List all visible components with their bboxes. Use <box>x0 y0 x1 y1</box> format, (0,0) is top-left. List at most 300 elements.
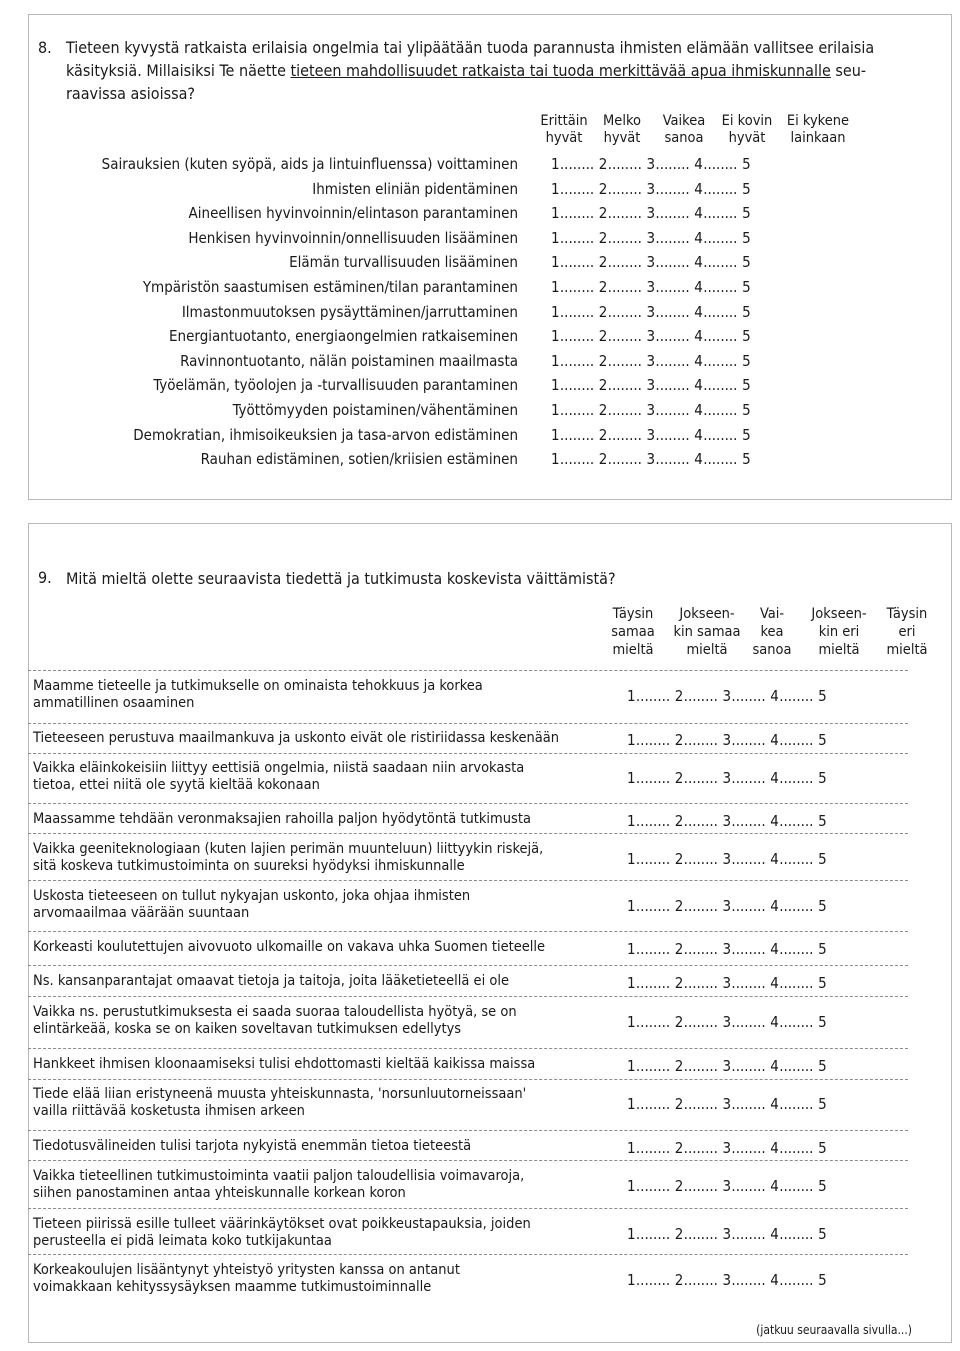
scale-dots: ........ <box>703 425 738 444</box>
scale-option-4[interactable]: 4 <box>694 228 704 247</box>
q9-statement: Hankkeet ihmisen kloonaamiseksi tulisi ehdottomasti kieltää kaikissa maissa <box>33 1056 536 1072</box>
scale-dots: ........ <box>683 1177 718 1195</box>
row-separator <box>28 1160 908 1161</box>
scale-dots: ........ <box>559 204 595 223</box>
scale-dots: ........ <box>635 1013 671 1031</box>
scale-option-2[interactable]: 2 <box>598 450 608 469</box>
scale-option-4[interactable]: 4 <box>694 450 704 469</box>
row-separator <box>28 965 908 966</box>
scale-option-2[interactable]: 2 <box>674 687 684 705</box>
q8-column-header-2: Melko hyvät <box>603 113 641 146</box>
scale-dots: ........ <box>635 1057 671 1075</box>
scale-dots: ........ <box>683 850 718 868</box>
q8-row-label: Työttömyyden poistaminen/vähentäminen <box>232 401 518 419</box>
scale-option-4[interactable]: 4 <box>770 1057 780 1075</box>
scale-option-2[interactable]: 2 <box>598 425 608 444</box>
scale-option-5[interactable]: 5 <box>742 401 751 419</box>
scale-option-5[interactable]: 5 <box>742 253 751 272</box>
scale-dots: ........ <box>559 302 595 321</box>
scale-dots: ........ <box>731 1177 766 1195</box>
scale-dots: ........ <box>559 278 595 296</box>
scale-option-1[interactable]: 1 <box>551 450 560 469</box>
scale-option-2[interactable]: 2 <box>674 1225 684 1243</box>
scale-dots: ........ <box>779 812 814 830</box>
scale-option-5[interactable]: 5 <box>818 1095 827 1113</box>
q9-statement: Ns. kansanparantajat omaavat tietoja ja taitoja, joita lääketieteellä ei ole <box>33 973 509 989</box>
scale-dots: ........ <box>559 327 595 346</box>
scale-dots: ........ <box>655 302 690 321</box>
scale-dots: ........ <box>655 327 690 346</box>
scale-option-1[interactable]: 1 <box>627 1095 636 1113</box>
scale-dots: ........ <box>779 769 814 787</box>
scale-option-2[interactable]: 2 <box>674 1013 684 1031</box>
row-separator <box>28 1208 908 1209</box>
scale-dots: ........ <box>607 327 642 346</box>
q9-statement: Korkeasti koulutettujen aivovuoto ulkomaille on vakava uhka Suomen tieteelle <box>33 939 546 955</box>
scale-dots: ........ <box>779 687 814 705</box>
scale-dots: ........ <box>683 974 718 992</box>
scale-option-1[interactable]: 1 <box>551 155 560 173</box>
scale-option-5[interactable]: 5 <box>742 179 751 198</box>
scale-dots: ........ <box>607 278 642 296</box>
scale-option-4[interactable]: 4 <box>694 401 704 419</box>
q8-row-label: Ympäristön saastumisen estäminen/tilan parantaminen <box>142 278 518 296</box>
q8-column-header-5: Ei kykene lainkaan <box>786 113 850 146</box>
scale-dots: ........ <box>655 155 690 173</box>
scale-option-4[interactable]: 4 <box>770 1139 780 1157</box>
scale-dots: ........ <box>703 376 738 395</box>
scale-option-2[interactable]: 2 <box>674 1271 684 1289</box>
scale-option-1[interactable]: 1 <box>627 850 636 868</box>
scale-dots: ........ <box>683 1225 718 1243</box>
q9-row-scale[interactable] <box>627 1177 827 1195</box>
scale-dots: ........ <box>683 769 718 787</box>
q9-row-scale[interactable] <box>627 812 827 830</box>
scale-dots: ........ <box>635 1139 671 1157</box>
scale-dots: ........ <box>607 228 642 247</box>
scale-option-5[interactable]: 5 <box>818 850 827 868</box>
scale-dots: ........ <box>683 812 718 830</box>
q9-row-scale[interactable] <box>627 897 827 915</box>
scale-dots: ........ <box>779 1013 814 1031</box>
scale-option-1[interactable]: 1 <box>627 1013 636 1031</box>
q8-row-scale[interactable] <box>551 303 751 321</box>
scale-option-5[interactable]: 5 <box>818 1013 827 1031</box>
scale-option-3[interactable]: 3 <box>646 228 656 247</box>
scale-option-3[interactable]: 3 <box>722 897 732 915</box>
q8-row-label: Työelämän, työolojen ja -turvallisuuden parantaminen <box>153 376 518 395</box>
scale-dots: ........ <box>683 897 718 915</box>
q9-statement: Maamme tieteelle ja tutkimukselle on ominaista tehokkuus ja korkea ammatillinen osaaminen <box>33 678 483 711</box>
scale-option-3[interactable]: 3 <box>646 302 656 321</box>
scale-option-5[interactable]: 5 <box>818 940 827 958</box>
scale-option-5[interactable]: 5 <box>742 302 751 321</box>
scale-dots: ........ <box>607 401 642 419</box>
q8-row-label: Ihmisten eliniän pidentäminen <box>312 179 518 198</box>
scale-option-1[interactable]: 1 <box>551 401 560 419</box>
scale-dots: ........ <box>683 1139 718 1157</box>
scale-dots: ........ <box>731 812 766 830</box>
scale-dots: ........ <box>703 327 738 346</box>
scale-dots: ........ <box>607 425 642 444</box>
scale-option-2[interactable]: 2 <box>674 850 684 868</box>
scale-option-5[interactable]: 5 <box>818 1057 827 1075</box>
scale-dots: ........ <box>779 1225 814 1243</box>
scale-option-4[interactable]: 4 <box>694 351 704 370</box>
row-separator <box>28 1130 908 1131</box>
row-separator <box>28 1254 908 1255</box>
row-separator <box>28 670 908 671</box>
q9-column-header-1: Täysin samaa mieltä <box>611 606 655 658</box>
scale-dots: ........ <box>731 731 766 749</box>
q9-row-scale[interactable] <box>627 940 827 958</box>
q8-row-scale[interactable] <box>551 204 751 222</box>
scale-option-3[interactable]: 3 <box>722 687 732 705</box>
scale-option-1[interactable]: 1 <box>551 253 560 272</box>
scale-dots: ........ <box>559 425 595 444</box>
scale-option-5[interactable]: 5 <box>818 812 827 830</box>
q8-row-scale[interactable] <box>551 155 751 173</box>
scale-dots: ........ <box>683 731 718 749</box>
q9-column-header-2: Jokseen- kin samaa mieltä <box>673 606 741 658</box>
scale-option-2[interactable]: 2 <box>598 376 608 395</box>
scale-option-3[interactable]: 3 <box>646 253 656 272</box>
scale-option-2[interactable]: 2 <box>598 179 608 198</box>
scale-dots: ........ <box>683 687 718 705</box>
scale-option-1[interactable]: 1 <box>627 769 636 787</box>
scale-dots: ........ <box>731 850 766 868</box>
scale-option-1[interactable]: 1 <box>627 940 636 958</box>
scale-option-1[interactable]: 1 <box>627 731 636 749</box>
q9-statement: Tiedotusvälineiden tulisi tarjota nykyistä enemmän tietoa tieteestä <box>33 1138 472 1154</box>
scale-option-2[interactable]: 2 <box>674 769 684 787</box>
scale-option-1[interactable]: 1 <box>627 897 636 915</box>
scale-option-3[interactable]: 3 <box>646 450 656 469</box>
scale-dots: ........ <box>655 376 690 395</box>
scale-option-4[interactable]: 4 <box>770 1013 780 1031</box>
q9-statement: Vaikka tieteellinen tutkimustoiminta vaatii paljon taloudellisia voimavaroja, siihen panostaminen antaa yhteiskunnalle korkean koron <box>33 1168 525 1201</box>
q9-statement: Maassamme tehdään veronmaksajien rahoilla paljon hyödytöntä tutkimusta <box>33 811 531 827</box>
scale-option-4[interactable]: 4 <box>770 1225 780 1243</box>
scale-option-2[interactable]: 2 <box>674 1057 684 1075</box>
scale-option-3[interactable]: 3 <box>722 1013 732 1031</box>
scale-option-5[interactable]: 5 <box>818 1225 827 1243</box>
scale-option-4[interactable]: 4 <box>694 179 704 198</box>
scale-option-1[interactable]: 1 <box>551 302 560 321</box>
q9-row-scale[interactable] <box>627 1057 827 1075</box>
scale-dots: ........ <box>607 376 642 395</box>
q8-row-scale[interactable] <box>551 229 751 247</box>
scale-dots: ........ <box>683 1271 718 1289</box>
scale-dots: ........ <box>655 401 690 419</box>
scale-option-5[interactable]: 5 <box>742 278 751 296</box>
scale-option-2[interactable]: 2 <box>598 351 608 370</box>
q8-row-label: Energiantuotanto, energiaongelmien ratkaiseminen <box>169 327 518 346</box>
scale-option-1[interactable]: 1 <box>627 1225 636 1243</box>
q8-row-label: Henkisen hyvinvoinnin/onnellisuuden lisääminen <box>188 228 518 247</box>
q8-row-label: Rauhan edistäminen, sotien/kriisien estäminen <box>200 450 518 469</box>
scale-option-3[interactable]: 3 <box>722 1225 732 1243</box>
scale-dots: ........ <box>607 204 642 223</box>
q8-row-scale[interactable] <box>551 278 751 296</box>
q9-row-scale[interactable] <box>627 687 827 705</box>
q8-row-scale[interactable] <box>551 450 751 468</box>
q9-row-scale[interactable] <box>627 1095 827 1113</box>
scale-option-4[interactable]: 4 <box>770 850 780 868</box>
scale-option-3[interactable]: 3 <box>722 1095 732 1113</box>
scale-dots: ........ <box>635 1271 671 1289</box>
scale-option-3[interactable]: 3 <box>646 155 656 173</box>
scale-option-1[interactable]: 1 <box>627 687 636 705</box>
q8-row-scale[interactable] <box>551 180 751 198</box>
q8-row-scale[interactable] <box>551 376 751 394</box>
q9-column-header-5: Täysin eri mieltä <box>886 606 928 658</box>
scale-option-2[interactable]: 2 <box>674 1139 684 1157</box>
scale-option-5[interactable]: 5 <box>818 1271 827 1289</box>
scale-option-5[interactable]: 5 <box>742 155 751 173</box>
scale-option-4[interactable]: 4 <box>770 731 780 749</box>
scale-dots: ........ <box>731 769 766 787</box>
scale-dots: ........ <box>731 974 766 992</box>
q9-row-scale[interactable] <box>627 731 827 749</box>
scale-option-4[interactable]: 4 <box>694 253 704 272</box>
scale-dots: ........ <box>779 1177 814 1195</box>
scale-option-1[interactable]: 1 <box>627 1177 636 1195</box>
scale-option-5[interactable]: 5 <box>742 425 751 444</box>
scale-dots: ........ <box>703 155 738 173</box>
q9-statement: Tiede elää liian eristyneenä muusta yhteiskunnasta, 'norsunluutorneissaan' vailla riittävää kosketusta ihmisen arkeen <box>33 1086 527 1119</box>
scale-option-1[interactable]: 1 <box>551 351 560 370</box>
q9-row-scale[interactable] <box>627 850 827 868</box>
scale-dots: ........ <box>635 850 671 868</box>
q8-row-scale[interactable] <box>551 352 751 370</box>
scale-dots: ........ <box>655 228 690 247</box>
scale-option-1[interactable]: 1 <box>551 327 560 346</box>
q9-row-scale[interactable] <box>627 1139 827 1157</box>
scale-option-3[interactable]: 3 <box>646 278 656 296</box>
scale-option-1[interactable]: 1 <box>551 228 560 247</box>
scale-option-5[interactable]: 5 <box>818 897 827 915</box>
q9-statement: Korkeakoulujen lisääntynyt yhteistyö yritysten kanssa on antanut voimakkaan kehityssysäyksen maamme tutkimustoiminnalle <box>33 1262 460 1295</box>
scale-option-5[interactable]: 5 <box>742 376 751 395</box>
scale-option-1[interactable]: 1 <box>627 1139 636 1157</box>
q8-row-label: Ravinnontuotanto, nälän poistaminen maailmasta <box>180 351 518 370</box>
scale-option-4[interactable]: 4 <box>694 278 704 296</box>
scale-option-2[interactable]: 2 <box>674 974 684 992</box>
q9-statement: Tieteeseen perustuva maailmankuva ja uskonto eivät ole ristiriidassa keskenään <box>33 730 560 746</box>
q9-statement: Tieteen piirissä esille tulleet väärinkäytökset ovat poikkeustapauksia, joiden perusteella ei pidä leimata koko tutkijakuntaa <box>33 1216 531 1249</box>
scale-option-3[interactable]: 3 <box>722 731 732 749</box>
q8-row-label: Ilmastonmuutoksen pysäyttäminen/jarruttaminen <box>181 302 518 321</box>
q8-column-header-3: Vaikea sanoa <box>662 113 706 146</box>
scale-option-1[interactable]: 1 <box>551 376 560 395</box>
row-separator <box>28 880 908 881</box>
q9-row-scale[interactable] <box>627 1225 827 1243</box>
scale-dots: ........ <box>779 1095 814 1113</box>
q9-row-scale[interactable] <box>627 769 827 787</box>
scale-option-2[interactable]: 2 <box>598 302 608 321</box>
scale-dots: ........ <box>607 179 642 198</box>
scale-option-1[interactable]: 1 <box>627 974 636 992</box>
scale-option-2[interactable]: 2 <box>674 897 684 915</box>
scale-option-3[interactable]: 3 <box>646 327 656 346</box>
scale-option-5[interactable]: 5 <box>818 731 827 749</box>
scale-dots: ........ <box>559 376 595 395</box>
q9-row-scale[interactable] <box>627 974 827 992</box>
scale-option-2[interactable]: 2 <box>598 401 608 419</box>
scale-dots: ........ <box>731 1095 766 1113</box>
question-8-number: 8. <box>38 38 52 57</box>
scale-option-1[interactable]: 1 <box>551 278 560 296</box>
scale-option-1[interactable]: 1 <box>627 812 636 830</box>
scale-dots: ........ <box>635 1095 671 1113</box>
scale-dots: ........ <box>635 812 671 830</box>
scale-option-1[interactable]: 1 <box>551 179 560 198</box>
scale-option-1[interactable]: 1 <box>627 1057 636 1075</box>
scale-option-2[interactable]: 2 <box>674 1095 684 1113</box>
scale-option-3[interactable]: 3 <box>722 1271 732 1289</box>
scale-option-4[interactable]: 4 <box>770 897 780 915</box>
scale-dots: ........ <box>731 1013 766 1031</box>
scale-dots: ........ <box>559 228 595 247</box>
scale-option-3[interactable]: 3 <box>646 376 656 395</box>
scale-option-5[interactable]: 5 <box>742 228 751 247</box>
row-separator <box>28 996 908 997</box>
scale-option-2[interactable]: 2 <box>674 1177 684 1195</box>
scale-dots: ........ <box>607 155 642 173</box>
scale-dots: ........ <box>731 1057 766 1075</box>
scale-option-3[interactable]: 3 <box>722 1177 732 1195</box>
scale-option-5[interactable]: 5 <box>742 351 751 370</box>
scale-dots: ........ <box>655 450 690 469</box>
scale-dots: ........ <box>655 278 690 296</box>
q9-statement: Vaikka ns. perustutkimuksesta ei saada suoraa taloudellista hyötyä, se on elintärkeää, koska se on kaiken soveltavan tutkimuksen edellytys <box>33 1004 517 1037</box>
scale-option-4[interactable]: 4 <box>770 769 780 787</box>
scale-dots: ........ <box>635 897 671 915</box>
scale-option-4[interactable]: 4 <box>770 974 780 992</box>
scale-option-1[interactable]: 1 <box>551 425 560 444</box>
scale-option-4[interactable]: 4 <box>694 155 704 173</box>
scale-option-2[interactable]: 2 <box>674 731 684 749</box>
row-separator <box>28 753 908 754</box>
scale-dots: ........ <box>779 1057 814 1075</box>
scale-option-2[interactable]: 2 <box>674 812 684 830</box>
scale-dots: ........ <box>635 1177 671 1195</box>
q9-statement: Vaikka eläinkokeisiin liittyy eettisiä ongelmia, niistä saadaan niin arvokasta tietoa, ettei niitä ole syytä kieltää kokonaan <box>33 760 525 793</box>
scale-dots: ........ <box>731 897 766 915</box>
scale-option-4[interactable]: 4 <box>770 1095 780 1113</box>
scale-dots: ........ <box>779 850 814 868</box>
scale-dots: ........ <box>731 1139 766 1157</box>
q9-row-scale[interactable] <box>627 1271 827 1289</box>
q8-row-label: Sairauksien (kuten syöpä, aids ja lintuinfluenssa) voittaminen <box>101 155 518 173</box>
scale-dots: ........ <box>559 179 595 198</box>
q8-row-scale[interactable] <box>551 253 751 271</box>
scale-option-4[interactable]: 4 <box>694 302 704 321</box>
scale-option-3[interactable]: 3 <box>646 401 656 419</box>
scale-option-3[interactable]: 3 <box>722 1139 732 1157</box>
scale-option-2[interactable]: 2 <box>598 155 608 173</box>
scale-dots: ........ <box>683 940 718 958</box>
scale-option-4[interactable]: 4 <box>694 376 704 395</box>
scale-option-2[interactable]: 2 <box>674 940 684 958</box>
scale-option-4[interactable]: 4 <box>694 425 704 444</box>
scale-option-3[interactable]: 3 <box>722 850 732 868</box>
q8-row-scale[interactable] <box>551 401 751 419</box>
scale-dots: ........ <box>703 302 738 321</box>
scale-dots: ........ <box>683 1057 718 1075</box>
scale-option-4[interactable]: 4 <box>770 812 780 830</box>
q8-column-header-4: Ei kovin hyvät <box>721 113 773 146</box>
scale-option-2[interactable]: 2 <box>598 278 608 296</box>
scale-option-4[interactable]: 4 <box>694 327 704 346</box>
question-8-text: Tieteen kyvystä ratkaista erilaisia ongelmia tai ylipäätään tuoda parannusta ihmisten elämään vallitsee erilaisia käsityksiä. Millaisiksi Te näette tieteen mahdollisuudet ratkaista tai tuoda merkittävää apua ihmiskunnalle seu- raavissa asioissa? <box>66 38 875 103</box>
scale-option-3[interactable]: 3 <box>722 812 732 830</box>
scale-option-2[interactable]: 2 <box>598 327 608 346</box>
scale-option-4[interactable]: 4 <box>694 204 704 223</box>
q8-row-scale[interactable] <box>551 426 751 444</box>
scale-dots: ........ <box>655 425 690 444</box>
scale-option-5[interactable]: 5 <box>818 1139 827 1157</box>
scale-option-4[interactable]: 4 <box>770 687 780 705</box>
scale-option-1[interactable]: 1 <box>627 1271 636 1289</box>
scale-dots: ........ <box>655 253 690 272</box>
row-separator <box>28 1079 908 1080</box>
scale-option-5[interactable]: 5 <box>818 769 827 787</box>
scale-dots: ........ <box>779 940 814 958</box>
scale-option-4[interactable]: 4 <box>770 1271 780 1289</box>
scale-dots: ........ <box>779 731 814 749</box>
scale-option-3[interactable]: 3 <box>646 351 656 370</box>
scale-option-3[interactable]: 3 <box>722 769 732 787</box>
scale-dots: ........ <box>703 401 738 419</box>
scale-option-5[interactable]: 5 <box>818 687 827 705</box>
scale-option-5[interactable]: 5 <box>818 1177 827 1195</box>
scale-option-4[interactable]: 4 <box>770 1177 780 1195</box>
q9-column-header-4: Jokseen- kin eri mieltä <box>811 606 867 658</box>
scale-option-3[interactable]: 3 <box>646 204 656 223</box>
scale-dots: ........ <box>703 278 738 296</box>
scale-dots: ........ <box>559 253 595 272</box>
row-separator <box>28 723 908 724</box>
scale-option-5[interactable]: 5 <box>742 204 751 223</box>
question-9-text: Mitä mieltä olette seuraavista tiedettä ja tutkimusta koskevista väittämistä? <box>66 569 616 588</box>
scale-dots: ........ <box>607 302 642 321</box>
scale-option-5[interactable]: 5 <box>818 974 827 992</box>
scale-option-2[interactable]: 2 <box>598 253 608 272</box>
scale-option-3[interactable]: 3 <box>646 179 656 198</box>
scale-option-3[interactable]: 3 <box>722 940 732 958</box>
q8-row-scale[interactable] <box>551 327 751 345</box>
scale-dots: ........ <box>635 1225 671 1243</box>
scale-option-3[interactable]: 3 <box>722 974 732 992</box>
scale-dots: ........ <box>635 974 671 992</box>
scale-option-4[interactable]: 4 <box>770 940 780 958</box>
scale-option-1[interactable]: 1 <box>551 204 560 223</box>
q8-row-label: Demokratian, ihmisoikeuksien ja tasa-arvon edistäminen <box>133 425 518 444</box>
q9-row-scale[interactable] <box>627 1013 827 1031</box>
scale-dots: ........ <box>703 204 738 223</box>
scale-option-2[interactable]: 2 <box>598 204 608 223</box>
scale-option-5[interactable]: 5 <box>742 327 751 346</box>
scale-dots: ........ <box>703 253 738 272</box>
row-separator <box>28 833 908 834</box>
scale-option-3[interactable]: 3 <box>646 425 656 444</box>
scale-option-5[interactable]: 5 <box>742 450 751 469</box>
scale-option-2[interactable]: 2 <box>598 228 608 247</box>
scale-option-3[interactable]: 3 <box>722 1057 732 1075</box>
q8-column-header-1: Erittäin hyvät <box>540 113 588 146</box>
